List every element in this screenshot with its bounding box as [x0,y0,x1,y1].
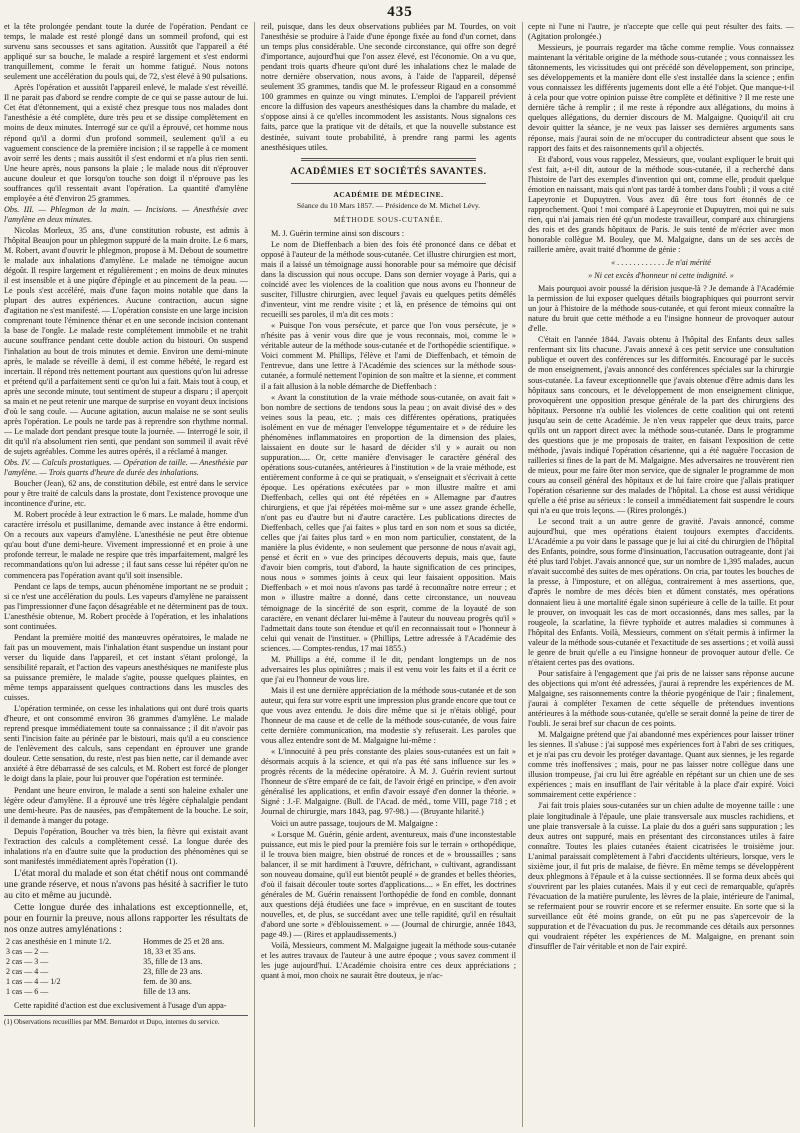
column-rule [522,22,523,1127]
page-number: 435 [387,4,413,20]
section-divider [301,158,476,161]
quotation: « Avant la constitution de la vraie méthode sous-cutanée, on avait fait » bon nombre de sections de tendons sous la peau ; on avait divisé des » des veines sous la peau, etc. ; mais ces différentes opérations, pratiquées isolément en vue de ménager l'enveloppe tégumentaire et » de réduire les phénomènes inflammatoires en proportion de la dimension des plaies, laissaient en doute sur le hasard de décider s'il y » aurait ou non suppuration..... Or, cette manière d'envisager le caractère général des opérations sous-cutanées, antérieures à l'institution » de la vraie méthode, est entièrement conforme à ce qui se pratiquait, » s'enseignait et s'écrivait à cette époque. Les opérations exécutées par » mon illustre maître et ami Dieffenbach, celles qui ont été répétées en » Allemagne par d'autres chirurgiens, et que j'ai répétées moi-même sur » une assez grande échelle, n'ont pas eu d'autre but ni d'autre caractère. Les publications directes de Dieffenbach, celles que j'ai faites » plus tard en son nom et sous sa dictée, celles que j'ai faites plus tard » en mon nom particulier, constatent, de la manière la plus évidente, » non seulement que personne de nous n'avait agi, pensé et écrit en » vue des principes découverts depuis, mais que, faute d'avoir bien compris, tout d'abord, la haute signification de ces principes, nous nous » sommes joints à ceux qui leur faisaient opposition. Mais Dieffenbach » et moi nous n'avons pas tardé à reconnaître notre erreur ; et mon » illustre maître a donné, dans cette circonstance, un nouveau témoignage de la sincérité de son esprit, comme de la loyauté de son caractère, en venant déclarer lui-même à l'auteur du nouveau progrès qu'il » l'admettait dans toute son étendue et qu'il en reconnaissait tout » l'honneur à celui qui venait de l'instituer. » (Phillips, Lettre adressée à l'Académie des sciences. — Comptes-rendus, 17 mai 1855.) [261,392,516,653]
column-right [528,22,794,1127]
paragraph: Voici un autre passage, toujours de M. Malgaigne : [271,818,438,828]
table-cell: 35, fille de 13 ans. [143,956,203,966]
paragraph: Boucher (Jean), 62 ans, de constitution débile, est entré dans le service pour y être traité de calculs dans la prostate, dont l'existence provoque une incontinence d'urine, etc. [4,479,248,509]
paragraph: Pendant la première moitié des manœuvres opératoires, le malade ne fait pas un mouvement, mais l'inhalation étant suspendue un instant pour verser du liquide dans l'appareil, et cet instant s'étant prolongé, la sensibilité reparaît, et l'action des vapeurs anesthésiques ne manifeste plus sa puissance première, le malade s'agite, pousse quelques plaintes, en même temps apparaissent quelques contractions dans les muscles des cuisses. [4,632,248,703]
paragraph: C'était en l'année 1844. J'avais obtenu à l'hôpital des Enfants deux salles renfermant six lits chacune. J'avais annexé à ces petit service une consultation publique et ouvert des conférences sur les difformités. Encouragé par le succès de mon enseignement, j'avais annoncé des conférences spéciales sur la chirurgie sous-cutanée. La faveur exceptionnelle que j'avais obtenue d'être admis dans les hôpitaux sans concours, et le développement de mon enseignement clinique, provoquèrent une opposition presque générale de la part des chirurgiens des hôpitaux. Personne n'a oublié les violences de cette coalition qui ont retenti jusqu'au sein de cette Académie. Je n'en veux rappeler que deux traits, parce qu'ils ont un rapport direct avec la méthode sous-cutanée. Dans le programme des questions que je me proposais de traiter, en faisant l'exposition de cette méthode, j'avais indiqué l'opération césarienne, qui a été naguère l'occasion de railleries si fines de la part de M. Malgaigne. Mes adversaires ne trouvèrent rien de mieux, pour me faire ôter mon service, que de signaler le programme de mon cours au conseil général des hôpitaux et de lui faire croire que j'allais pratiquer l'opération césarienne sur des malades de l'hôpital. La chose est aussi véridique qu'elle a été prise au sérieux : le conseil a immédiatement fait suspendre le cours qui n'a eu que trois leçons. — (Rires prolongés.) [528,335,794,516]
paragraph: Pour satisfaire à l'engagement que j'ai pris de ne laisser sans réponse aucune des objections qui m'ont été adressées, j'aurai à reprendre les expériences de M. Malgaigne, ses raisonnements contre la théorie pyogénique de l'air ; finalement, j'aurai à compléter l'examen de cette séquelle de prétendues inventions antérieures à la méthode sous-cutanée, qu'elle se serait donné la peine de tirer de l'oubli. Je serai bref sur chacun de ces points. [528,668,794,729]
table-row [4,957,248,967]
topic-heading: MÉTHODE SOUS-CUTANÉE. [333,215,444,224]
table-cell: Hommes de 25 et 28 ans. [143,936,225,946]
divider [291,183,486,184]
table-cell: 2 cas — 4 — [6,966,49,976]
table-cell: 18, 33 et 35 ans. [143,946,196,956]
paragraph: et la tête prolongée pendant toute la durée de l'opération. Pendant ce temps, le malade est resté plongé dans un sommeil profond, qui est survenu sans secousses et sans agitation. Aussitôt que l'appareil a été appliqué sur sa bouche, le malade a respiré largement et s'est endormi tranquillement, comme le ferait un homme fatigué. Nous notons seulement une accélération du pouls qui, de 72, s'est élevé à 90 pulsations. [4,22,248,82]
paragraph: Cette longue durée des inhalations est exceptionnelle, et, pour en fournir la preuve, nous allons rapporter les résultats de nos onze autres amylénations : [4,901,248,935]
table-row [4,977,248,987]
verse-line: « . . . . . . . . . . . . Je n'ai mérité [611,258,711,268]
paragraph: Le second trait a un autre genre de gravité. J'avais annoncé, comme aujourd'hui, que mes opérations étaient toujours exemptes d'accidents. L'Académie a pu voir dans le passage que je lui ai cité du chirurgien de l'hôpital des Enfants, poindre, sous forme d'insinuation, l'accusation outrageante, dont j'ai été plus tard l'objet. J'avais annoncé que, sur un nombre de 1,395 malades, aucun n'avait succombé des suites de mes opérations. On cria, par toutes les bouches de la presse, à l'imposture, et on allégua, contrairement à mes assertions, que, d'après le nombre de mes décès bien et dûment constatés, mes opérations donnaient lieu à une mortalité égale sinon supérieure à celle de la taille. Et pour le prouver, on invoquait les cas de mort occasionnés, dans mes salles, par la rougeole, la scarlatine, la fièvre typhoïde et autres maladies si communes à l'hôpital des Enfants. Voilà, Messieurs, comment on s'était permis à infirmer la valeur de la méthode sous-cutanée et l'exactitude de ses assertions ; et voilà aussi le genre de bruit qu'elle a eu l'insigne honneur de provoquer autour d'elle. Ce n'étaient certes pas des ovations. [528,517,794,667]
section-heading: ACADÉMIES ET SOCIÉTÉS SAVANTES. [290,165,487,177]
paragraph: L'opération terminée, on cesse les inhalations qui ont duré trois quarts d'heure, et ont consommé environ 36 grammes d'amylène. Le malade reprend presque immédiatement toute sa connaissance ; il dit n'avoir pas senti l'incision faite au périnée par le bistouri, mais qu'il a eu conscience de l'enlèvement des calculs, sans cependant en éprouver une grande douleur. Cette sensation, du reste, n'est pas bien nette, car il demande avec anxiété à être débarrassé de ses calculs, et M. Robert est forcé de plonger le doigt dans la plaie, pour lui prouver que l'opération est terminée. [4,704,248,784]
paragraph: Pendant une heure environ, le malade a senti son haleine exhaler une légère odeur d'amylène. Il a éprouvé une très légère céphalalgie pendant une demi-heure. Pas de nausées, pas d'empâtement de la bouche. Le soir, il demande à manger du potage. [4,785,248,825]
paragraph: Nicolas Morleux, 35 ans, d'une constitution robuste, est admis à l'hôpital Beaujon pour un phlegmon suppuré de la main droite. Le 6 mars, M. Robert, avant d'ouvrir le phlegmon, propose à M. Debout de soumettre le malade aux inhalations d'amylène. Le malade ne témoigne aucun dégoût. Il respire largement et régulièrement ; en moins de deux minutes il est insensible et à une piqûre d'épingle et au pincement de la peau. — Le pouls s'est accéléré, mais d'une façon moins notable que dans la plupart des autres expériences. Aucune contraction, aucun signe d'agitation ne s'est manifesté. — L'opération consiste en une large incision comprenant toute l'éminence thénar et en une seconde incision contenant la base de l'ongle. Le malade reste complétement immobile et ne trahit aucune souffrance pendant cette double action du bistouri. On suspend l'inhalation au bout de trois minutes et demie. Environ une demi-minute après, le malade se réveille à demi, il est comme hébété, le regard est incertain. Il répond très nettement pourtant aux questions qu'on lui adresse et prétend qu'il a parfaitement senti ce qu'on lui a fait. Mais tout à coup, et après une seconde minute, tout sentiment de stupeur a disparu ; il aperçoit sa main et ne peut retenir une marque de surprise en voyant deux incisions d'où le sang coule. — Aucune agitation, aucun malaise ne se sont seulis après l'opération. Le pouls ne tarde pas à reprendre son rhythme normal. — Le malade dort pendant presque toute la journée. — Interrogé le soir, il dit qu'il n'a absolument rien senti, que pendant son sommeil il avait rêvé de sujets agréables. Comme les autres opérés, il a réclamé à manger. [4,225,248,456]
paragraph: M. J. Guérin termine ainsi son discours : [271,228,405,238]
table-cell: fille de 13 ans. [143,986,191,996]
paragraph: Après l'opération et aussitôt l'appareil enlevé, le malade s'est réveillé. Il ne parait pas d'abord se rendre compte de ce qui se passe autour de lui. Cet état d'étonnement, qui a existé chez presque tous nos malades dont l'anesthésie a été complète, dure très peu et se dissipe complètement en moins de deux minutes. Interrogé sur ce qu'il a éprouvé, cet homme nous répond qu'il a dormi d'un profond sommeil, seulement qu'il a eu vaguement conscience de la première incision ; il se rappelle à ce moment avoir serré les dents ; mais aussitôt il s'est endormi et n'a plus rien senti. Une heure après, nous pansons la plaie ; le malade nous dit n'éprouver aucune douleur et que lorsqu'on touche son doigt il n'éprouve pas les souffrances qu'il ressentait avant l'opération. La quantité d'amylène employée a été d'environ 25 grammes. [4,83,248,203]
column-rule [254,22,255,1127]
paragraph: Messieurs, je pourrais regarder ma tâche comme remplie. Vous connaissez maintenant la véritable origine de la méthode sous-cutanée ; vous connaissez les tâtonnements, les vicissitudes qui ont précédé son développement, son principe, ses développements et la manière dont elle s'est installée dans la science ; enfin vous connaissez les différents jugements dont elle a été l'objet. Que manque-t-il à cela pour que votre opinion puisse être complète et définitive ? Il me reste une dernière tâche à remplir ; il me reste à répondre aux allégations, du moins à quelques allégations, du dernier discours de M. Malgaigne. Quoiqu'il ait cru devoir quitter la séance, je ne veux pas laisser ses dernières arguments sans réponse, mais j'aurai soin de ne m'occuper du contradicteur absent que sous le rapport des faits et des raisonnements qu'il a objectés. [528,43,794,153]
footnote: (1) Observations recueillies par MM. Bernardot et Dupo, internes du service. [4,1015,248,1027]
table-cell: 2 cas anesthésie en 1 minute 1/2. [6,936,112,946]
table-cell: 1 cas — 6 — [6,986,49,996]
paragraph: L'état moral du malade et son état chétif nous ont commandé une grande réserve, et nous n'avons pas hésité à sacrifier le tuto au cito et même au jucundè. [4,867,248,901]
observation-title: Obs. III. — Phlegmon de la main. — Incisions. — Anesthésie avec l'amylène en deux minutes. [4,204,248,224]
quotation: « L'innocuité à peu près constante des plaies sous-cutanées est un fait » désormais acquis à la science, et qui n'a pas été sans influence sur les » progrès récents de la médecine opératoire. À M. J. Guérin revient surtout l'honneur de s'être emparé de ce fait, de l'avoir érigé en principe, » d'en avoir généralisé les applications, et enfin d'avoir essayé d'en donner la théorie. » Signé : J.-F. Malgaigne. (Bull. de l'Acad. de méd., tome VIII, page 718 ; et Journal de chirurgie, mars 1843, pag. 97-98.) — (Bruyante hilarité.) [261,747,516,817]
quotation: « Lorsque M. Guérin, génie ardent, aventureux, mais d'une inconstestable puissance, eut mis le pied pour la première fois sur le terrain » orthopédique, il le trouva bien maigre, bien obstrué de ronces et de » broussailles ; sans balancer, il se mit hardiment à l'œuvre, défrichant, » cultivant, agrandissant son nouveau domaine, qu'il eut bientôt peuplé » de grandes et belles théories, d'où il faisait découler toute sortes d'applications.... » En effet, les doctrines générales de M. Guérin renaissent l'orthopédie de fond en comble, donnant aux questions déjà étudiées une face » imprévue, en en suscitant de toutes nouvelles, et, de plus, se succédant avec une telle rapidité, qu'il en résultait d'abord une sorte » d'éblouissement. » — (Journal de chirurgie, année 1843, page 49.) — (Rires et applaudissements.) [261,829,516,940]
amylene-results-table [4,937,248,997]
table-cell: 23, fille de 23 ans. [143,966,203,976]
verse-line: » Ni cet excès d'honneur ni cette indignité. » [588,271,734,281]
table-row [4,967,248,977]
paragraph: Le nom de Dieffenbach a bien des fois été prononcé dans ce débat et opposé à l'auteur de la méthode sous-cutanée. Cet illustre chirurgien est mort, mais il a laissé un témoignage aussi honorable pour sa mémoire que décisif dans la discussion qui nous occupe. Dans son dernier voyage à Paris, qui a coïncidé avec les violences de la coalition que nous avons eu l'honneur de susciter, l'illustre chirurgien, avec lequel j'avais eu quelques petits démêlés d'inventeur, vint me rendre visite ; et là, en présence de témoins qui ont recueilli ses paroles, il m'a dit ces mots : [261,239,516,320]
paragraph: Mais il est une dernière appréciation de la méthode sous-cutanée et de son auteur, qui fera sur votre esprit une impression plus grande encore que tout ce que vous avez entendu. Je dois dire même que si je n'étais obligé, pour l'honneur de ma cause et de celle de la méthode sous-cutanée, de vous faire cette dernière communication, ma modestie s'y refuserait. Les paroles que vous allez entendre sont de M. Malgaigne lui-même : [261,685,516,746]
paragraph: Et d'abord, vous vous rappelez, Messieurs, que, voulant expliquer le bruit qui s'est fait, a-t-il dit, autour de la méthode sous-cutanée, il a recherché dans l'histoire de l'art des exemples d'invention qui ont, comme elle, produit quelque émotion en naissant, mais qui n'ont pas tardé à tomber dans l'oubli ; il vous a cité Lapeyronie et Dupuytren. Vous avez dû être tous fort étonnés de ce rapprochement. Quoi ! moi comparé à Lapeyronie et Dupuytren, moi qui ne suis rien, qui n'ai jamais rien été qu'un modeste travailleur, comparé aux chirurgiens des rois et des grands hôpitaux de Paris. Je suis tenté de m'écrier avec mon honorable collègue M. Bouley, que M. Malgaigne, dans un de ses accès de raillerie amère, avait traité d'homme de génie : [528,154,794,255]
table-row [4,947,248,957]
paragraph: Pendant ce laps de temps, aucun phénomène important ne se produit ; si ce n'est une accélération du pouls. Les vapeurs d'amylène ne paraissent pas l'impressionner d'une façon désagréable et ne déterminent pas de toux. L'anesthésie obtenue, M. Robert procède à l'opération, et les inhalations sont continuées. [4,581,248,631]
column-middle [261,22,516,1127]
paragraph: Depuis l'opération, Boucher va très bien, la fièvre qui existait avant l'extraction des calculs a complètement cessé. La longue durée des inhalations n'a en d'autre suite que la production des phénomènes qui se sont manifestés immédiatement après l'opération (1). [4,826,248,866]
paragraph: Cette rapidité d'action est due exclusivement à l'usage d'un appa- [14,1000,227,1010]
paragraph: reil, puisque, dans les deux observations publiées par M. Tourdes, on voit l'anesthésie se produire à l'aide d'une éponge fixée au fond d'un cornet, dans un temps plus considérable. Une seconde circonstance, qui offre son degré d'importance, aujourd'hui que l'on assez élevé, est l'économie. On a vu que, pendant trois quarts d'heure qu'ont duré les inhalations chez le malade de notre dernière observation, nous avons, à l'aide de l'appareil, dépensé seulement 35 grammes, tandis que M. le professeur Rigaud en a consommé 100 grammes en quinze ou vingt minutes. L'emploi de l'appareil prévient encore la diffusion des vapeurs anesthésiques dans la chambre du malade, et s'oppose ainsi à ce qu'elles incommodent les assistants. Nous signalons ces faits, parce que la pratique vit de détails, et que la nouvelle substance est destinée, suivant toute probabilité, à prendre rang parmi les agents anesthésiques utiles. [261,22,516,152]
paragraph: Voilà, Messieurs, comment M. Malgaigne jugeait la méthode sous-cutanée et les autres travaux de l'auteur à une autre époque ; vous savez comment il les juge aujourd'hui. L'Académie choisira entre ces deux appréciations ; quant à moi, mon choix ne saurait être douteux, je n'ac- [261,941,516,981]
table-row [4,937,248,947]
paragraph: cepte ni l'une ni l'autre, je n'accepte que celle qui peut résulter des faits. — (Agitation prolongée.) [528,22,794,42]
paragraph: J'ai fait trois plaies sous-cutanées sur un chien adulte de moyenne taille : une plaie longitudinale à l'épaule, une plaie transversale aux muscles rachidiens, et une plaie transversale à la cuisse. La plaie du dos a guéri sans suppuration ; les deux autres ont suppuré, mais en présentant des circonstances utiles à faire connaître. Toutes les plaies cutanées étaient cicatrisées le troisième jour. L'animal paraissait complètement à l'abri d'accidents ultérieurs, lorsque, vers le sixième jour, il fut pris de malaise, de fièvre. En même temps se développèrent deux phlegmons à l'épaule et à la cuisse sectionnées. Il se forma deux abcès qui s'ouvrirent par les plaies cutanées. Mais il y eut ceci de remarquable, qu'après l'évacuation de la matière purulente, les lèvres de la plaie, intérieure de l'animal, se refermaient pour se rouvrir encore et se refermer ensuite. En sorte que si la surveillance eût été moins grande, on eût pu ne pas s'apercevoir de la suppuration et de l'évacuation du pus. Je recommande ces détails aux personnes qui voudraient répéter les expériences de M. Malgaigne, en prenant soin d'insuffler de l'air véritable et non de l'air expiré. [528,801,794,952]
paragraph: M. Phillips a été, comme il le dit, pendant longtemps un de nos adversaires les plus opiniâtres ; mais il est venu voir les faits et il a écrit ce que j'ai eu l'honneur de vous lire. [261,654,516,684]
table-cell: 2 cas — 3 — [6,956,49,966]
table-cell: 3 cas — 2 — [6,946,49,956]
session-line: Séance du 10 Mars 1857. — Présidence de M. Michel Lévy. [296,200,481,210]
quotation: « Puisque l'on vous persécute, et parce que l'on vous persécute, je » n'hésite pas à venir vous dire que je vous reconnais, moi, comme le » véritable auteur de la méthode sous-cutanée et de l'orthopédie scientifique. » Voici comment M. Phillips, l'élève et l'ami de Dieffenbach, et témoin de l'entrevue, dans une lettre à l'Académie des sciences sur la méthode sous-cutanée, a formulé nettement l'opinion de son maître et la sienne, et comment il a fait allusion à la noble démarche de Dieffenbach : [261,321,516,391]
paragraph: M. Malgaigne prétend que j'ai abandonné mes expériences pour laisser tröner les siennes. Il s'abuse : j'ai supposé mes expériences fort à l'abri de ses critiques, et je n'ai pas cru devoir les protéger davantage. Quant aux siennes, je les regarde comme très inoffensives ; mais, pour ne pas laisser notre collègue dans une illusion trompeuse, j'ai cru lui être agréable en répétant sur un chien une de ses expériences ; mais en insufflant de l'air véritable à la place d'air expiré. Voici sommairement cette expérience : [528,730,794,800]
table-cell: fem. de 30 ans. [143,976,192,986]
paragraph: Mais pourquoi avoir poussé la dérision jusque-là ? Je demande à l'Académie la permission de lui exposer quelques détails biographiques qui pourront servir un jour à l'histoire de la méthode sous-cutanée, et qui feront mieux connaître la nature du bruit que cette méthode a eu l'insigne honneur de provoquer autour d'elle. [528,284,794,334]
subsection-heading: ACADÉMIE DE MÉDECINE. [333,189,444,199]
table-row [4,987,248,997]
table-cell: 1 cas — 4 — 1/2 [6,976,61,986]
paragraph: M. Robert procède à leur extraction le 6 mars. Le malade, homme d'un caractère irrésolu et pusillanime, demande avec instance à être endormi. On a recours aux vapeurs d'amylène. L'anesthésie ne peut être obtenue qu'au bout d'une demi-heure. Vivement impressionné et en proie à une profonde terreur, le malade ne respire que très imparfaitement, malgré les recommandations qu'on lui adresse ; il faut sans cesse lui répéter qu'on ne commencera pas l'opération avant qu'il soit insensible. [4,510,248,580]
observation-title: Obs. IV. — Calculs prostatiques. — Opération de taille. — Anesthésie par l'amylène. — Trois quarts d'heure de durée des inhalations. [4,458,248,478]
column-left [4,22,248,1127]
